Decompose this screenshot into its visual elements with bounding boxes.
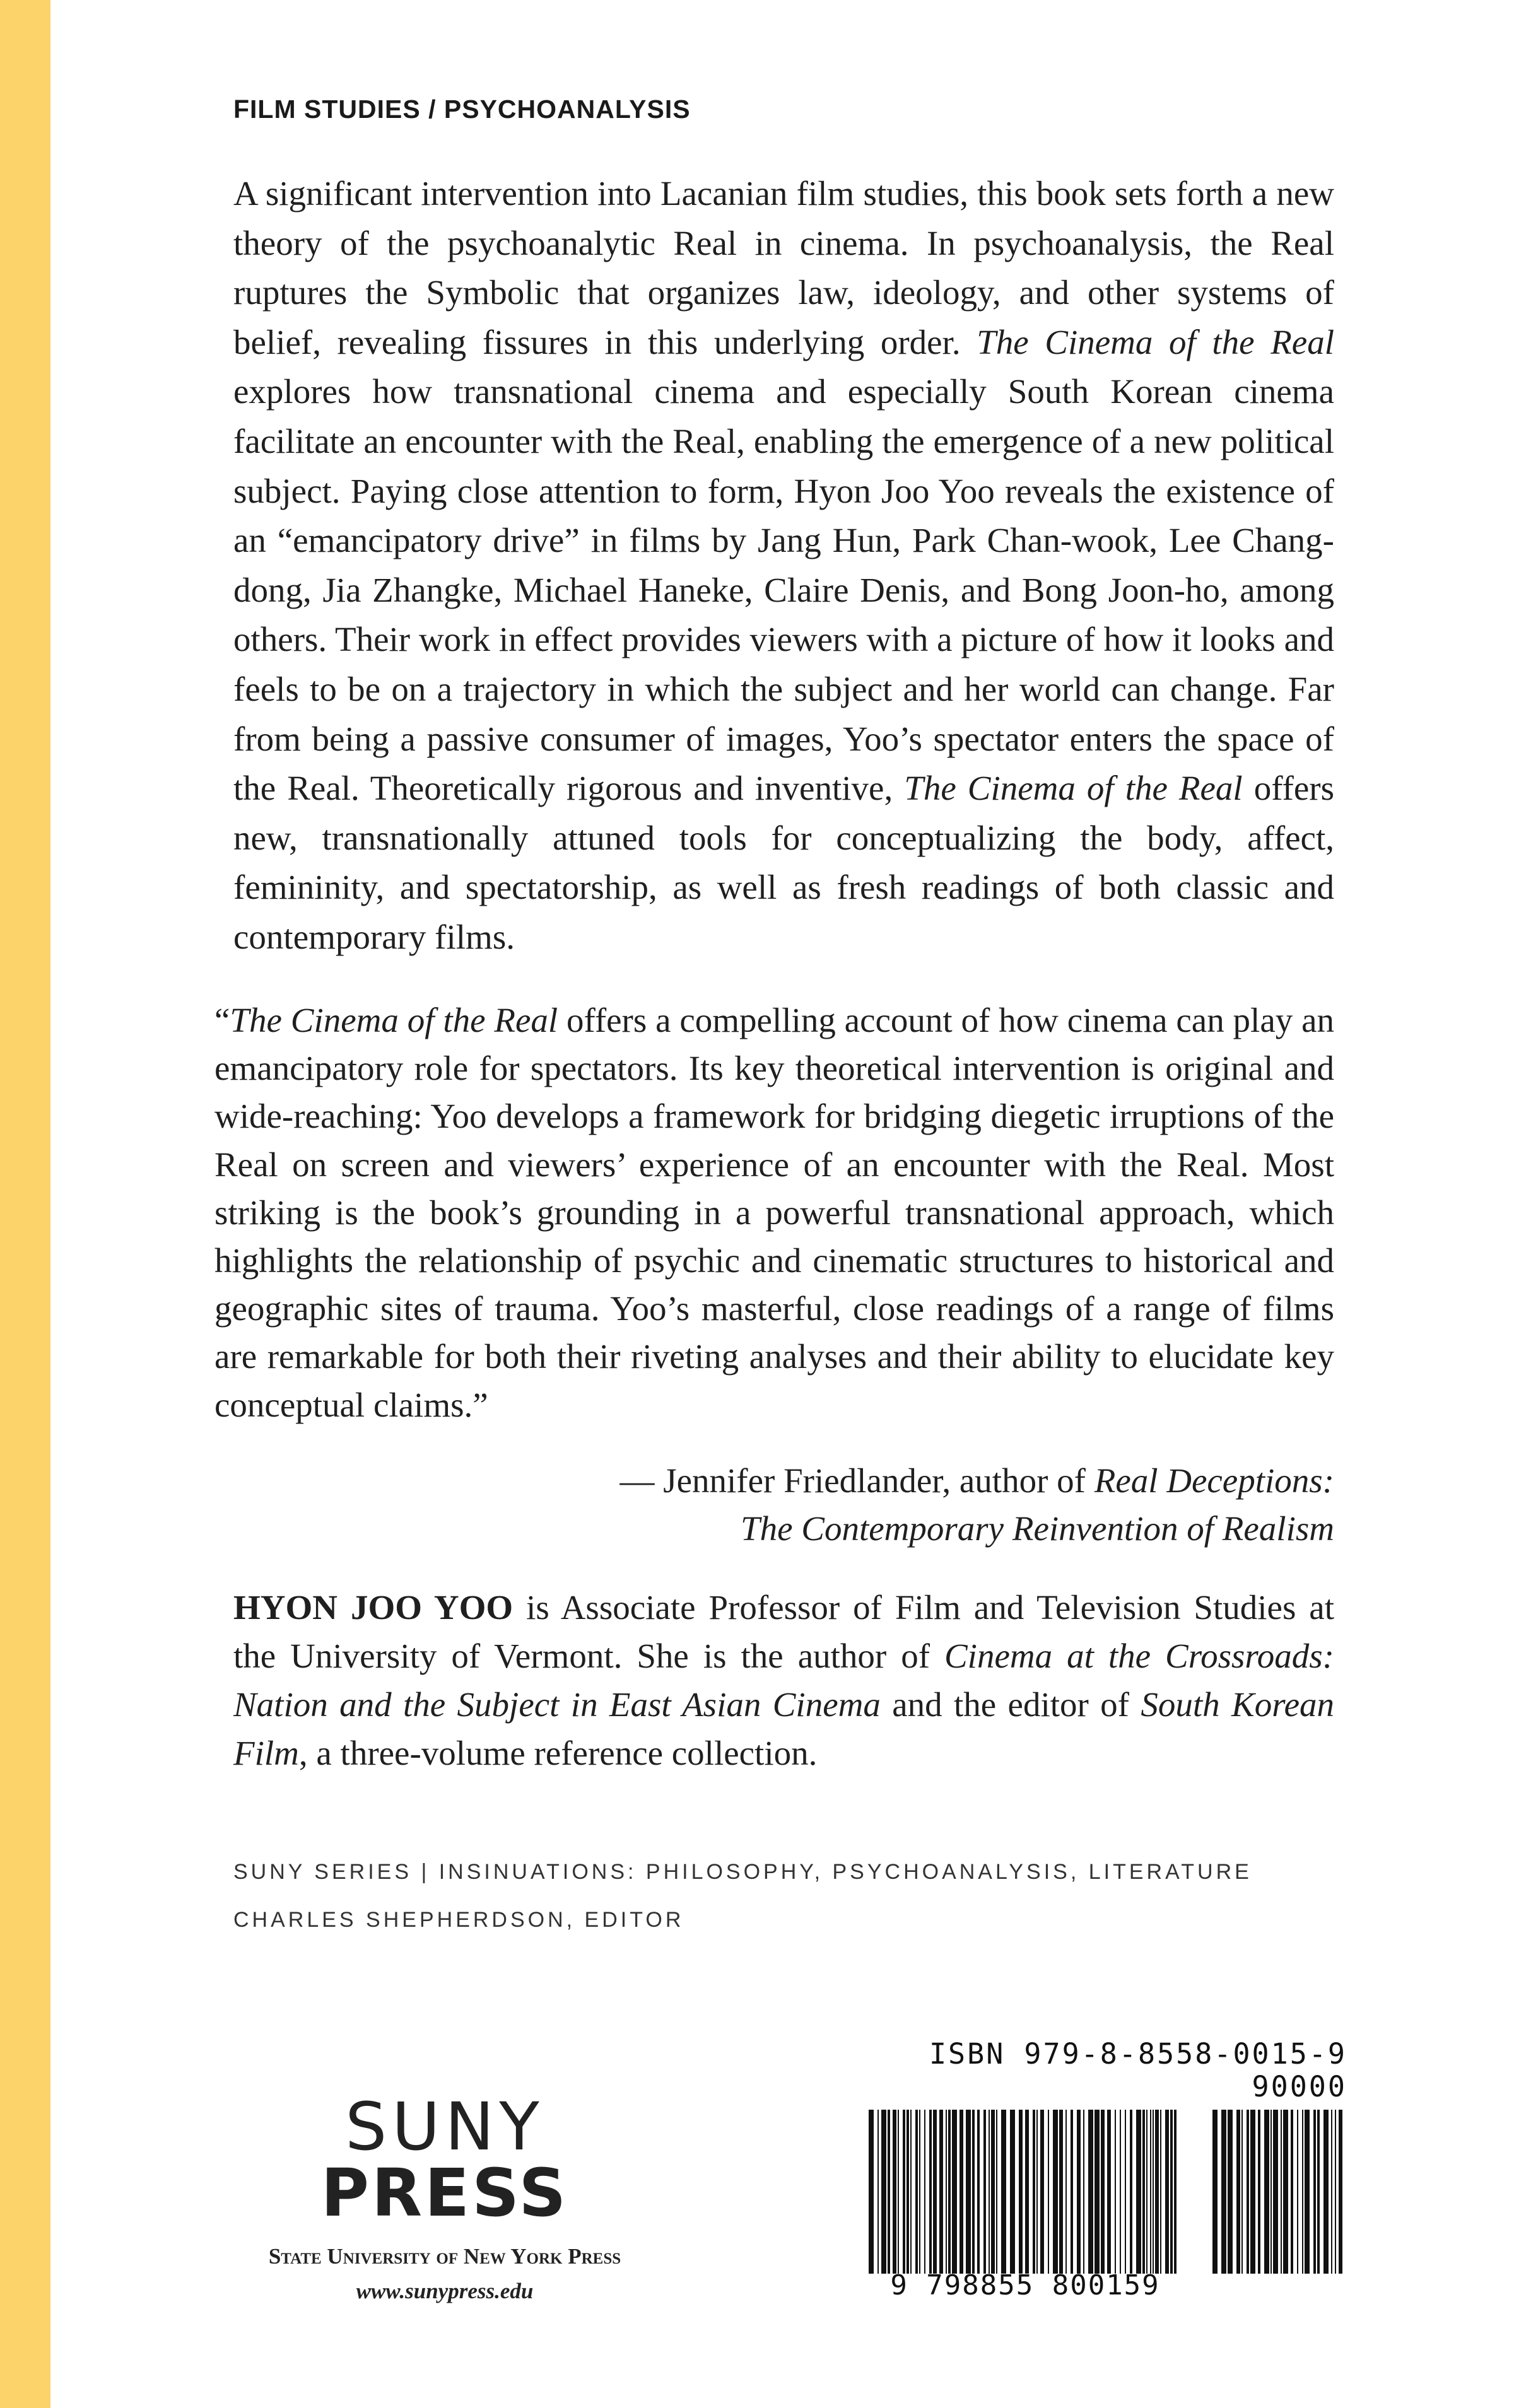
series-info [233, 1848, 1252, 1944]
barcode-bar [898, 2110, 899, 2274]
barcode-digits: 9 798855 800159 [890, 2269, 1160, 2301]
book-description [233, 169, 1334, 962]
barcode-bar [869, 2110, 874, 2274]
barcode-bar [1125, 2110, 1126, 2274]
author-bio-text-3: , a three-volume reference collection. [298, 1734, 818, 1772]
barcode-bar [881, 2110, 886, 2274]
barcode-bar [1120, 2110, 1121, 2274]
attribution-book-title: Real Deceptions: [1094, 1461, 1334, 1500]
barcode-bar [1228, 2110, 1233, 2274]
barcode-bar [1130, 2110, 1132, 2274]
barcode-bar [991, 2110, 995, 2274]
book-title-italic: The Cinema of the Real [977, 322, 1334, 361]
barcode-bar [893, 2110, 896, 2274]
barcode-bar [1053, 2110, 1058, 2274]
author-name: HYON JOO YOO [233, 1588, 513, 1627]
isbn-barcode-block [867, 2037, 1347, 2308]
barcode-bar [1094, 2110, 1100, 2274]
barcode-bar [1258, 2110, 1260, 2274]
barcode-bar [1146, 2110, 1147, 2274]
barcode-bar [1247, 2110, 1249, 2274]
barcode-bar [1010, 2110, 1015, 2274]
barcode-bar [1302, 2110, 1303, 2274]
quote-open-mark: “ [214, 1001, 230, 1039]
barcode-bar [933, 2110, 937, 2274]
barcode-bar [1001, 2110, 1006, 2274]
barcode-bar [1241, 2110, 1243, 2274]
barcode-bar [1221, 2110, 1226, 2274]
barcode-bar [1323, 2110, 1329, 2274]
barcode-bar [907, 2110, 909, 2274]
barcode-bar [1065, 2110, 1067, 2274]
barcode-bar [1305, 2110, 1310, 2274]
logo-suny: SUNY [345, 2088, 544, 2165]
barcode-bar [1170, 2110, 1173, 2274]
barcode-bar [1136, 2110, 1141, 2274]
barcode-bar [888, 2110, 890, 2274]
attribution-line-2 [233, 1505, 1334, 1553]
barcode-bar [910, 2110, 912, 2274]
barcode-bar [1291, 2110, 1293, 2274]
barcode-bar [1165, 2110, 1169, 2274]
author-bio [233, 1583, 1334, 1777]
series-name: SUNY SERIES | INSINUATIONS: PHILOSOPHY, PSYCHOANALYSIS, LITERATURE [233, 1860, 1252, 1884]
barcode-bar [1048, 2110, 1049, 2274]
category-label: FILM STUDIES / PSYCHOANALYSIS [233, 95, 691, 124]
spine-stripe [0, 0, 50, 2408]
barcode-bar [977, 2110, 980, 2274]
barcode-bar [924, 2110, 925, 2274]
barcode-bar [1281, 2110, 1282, 2274]
barcode-bar [1212, 2110, 1218, 2274]
barcode-bar [996, 2110, 997, 2274]
barcode-bar [1025, 2110, 1029, 2274]
description-part-1: A significant intervention into Lacanian film studies, this book sets forth a new theory of the psychoanalytic Real in cinema. In psychoanalysis, the Real ruptures the Symbolic that organizes law, ideology, and other systems of belief, revealing fissures in this underlying order. [233, 174, 1334, 361]
barcode-bar [1036, 2110, 1038, 2274]
endorsement-attribution [233, 1457, 1334, 1553]
isbn-label: ISBN 979-8-8558-0015-9 [929, 2037, 1347, 2071]
logo-press: PRESS [320, 2154, 569, 2231]
barcode-bar [1153, 2110, 1154, 2274]
barcode-bar [903, 2110, 905, 2274]
barcode-bar [1150, 2110, 1151, 2274]
barcode-main [867, 2110, 1183, 2274]
barcode-bar [915, 2110, 918, 2274]
barcode-bar [1101, 2110, 1105, 2274]
author-bio-text-2: and the editor of [880, 1685, 1141, 1724]
endorsement-quote [214, 997, 1334, 1429]
barcode-bar [983, 2110, 986, 2274]
barcode-bar [946, 2110, 947, 2274]
barcode-bar [1059, 2110, 1063, 2274]
author-book-1: Cinema at the Crossroads: Nation and the Subject in East Asian Cinema [233, 1637, 1334, 1724]
barcode-bar [1270, 2110, 1272, 2274]
price-code: 90000 [1252, 2070, 1347, 2103]
barcode-bar [1250, 2110, 1255, 2274]
quote-body: offers a compelling account of how cinema can play an emancipatory role for spectators. Its key theoretical intervention is original and wide-reaching: Yoo develops a framework for bridging diegetic irruptions of the Real on screen and viewers’ experience of an encounter with the Real. Most striking is the book’s grounding in a powerful transnational approach, which highlights the relationship of psychic and cinematic structures to historical and geographic sites of trauma. Yoo’s masterful, close readings of a range of films are remarkable for both their riveting analyses and their ability to elucidate key conceptual claims.” [214, 1001, 1334, 1424]
barcode-bar [1115, 2110, 1116, 2274]
barcode-bar [1339, 2110, 1342, 2274]
barcode-bar [959, 2110, 963, 2274]
publisher-url: www.sunypress.edu [356, 2279, 534, 2303]
barcode-bar [1071, 2110, 1073, 2274]
barcode-bar [1283, 2110, 1288, 2274]
barcode-bar [1142, 2110, 1145, 2274]
barcode-bar [1160, 2110, 1161, 2274]
barcode-bar [1174, 2110, 1177, 2274]
barcode-bar [1088, 2110, 1093, 2274]
book-title-italic: The Cinema of the Real [904, 769, 1243, 808]
barcode-bar [1033, 2110, 1035, 2274]
barcode-bar [1236, 2110, 1240, 2274]
barcode-bar [1083, 2110, 1084, 2274]
barcode-bar [939, 2110, 943, 2274]
barcode-bar [1155, 2110, 1159, 2274]
barcode-bar [952, 2110, 957, 2274]
barcode-bar [1317, 2110, 1320, 2274]
barcode-bar [877, 2110, 879, 2274]
barcode-bar [966, 2110, 971, 2274]
barcode-bar [1335, 2110, 1336, 2274]
quote-book-title: The Cinema of the Real [230, 1001, 558, 1039]
series-editor: CHARLES SHEPHERDSON, EDITOR [233, 1908, 684, 1932]
barcode-bar [948, 2110, 951, 2274]
description-part-2: explores how transnational cinema and especially South Korean cinema facilitate an encounter with the Real, enabling the emergence of a new political subject. Paying close attention to form, Hyon Joo Yoo reveals the existence of an “emancipatory drive” in films by Jang Hun, Park Chan-wook, Lee Chang-dong, Jia Zhangke, Michael Haneke, Claire Denis, and Bong Joon-ho, among others. Their work in effect provides viewers with a picture of how it looks and feels to be on a trajectory in which the subject and her world can change. Far from being a passive consumer of images, Yoo’s spectator enters the space of the Real. Theoretically rigorous and inventive, [233, 372, 1334, 808]
barcode-bar [1077, 2110, 1081, 2274]
barcode-bar [1040, 2110, 1044, 2274]
description-part-3: offers new, transnationally attuned tools for conceptualizing the body, affect, femininity, and spectatorship, as well as fresh readings of both classic and contemporary films. [233, 769, 1334, 956]
author-bio-text-1: is Associate Professor of Film and Television Studies at the University of Vermont. She is the author of [233, 1588, 1334, 1675]
barcode-bar [1019, 2110, 1023, 2274]
barcode-addon [1211, 2110, 1347, 2274]
barcode-bar [1273, 2110, 1278, 2274]
barcode-bar [972, 2110, 975, 2274]
publisher-logo [230, 2088, 659, 2307]
barcode-bar [989, 2110, 990, 2274]
publisher-name: State University of New York Press [268, 2244, 621, 2269]
barcode-bar [1313, 2110, 1316, 2274]
attribution-prefix: — Jennifer Friedlander, author of [619, 1461, 1094, 1500]
barcode-bar [1107, 2110, 1111, 2274]
attribution-book-subtitle: The Contemporary Reinvention of Realism [741, 1509, 1334, 1548]
author-book-2: South Korean Film [233, 1685, 1334, 1772]
barcode-bar [1264, 2110, 1269, 2274]
barcode-bar [1297, 2110, 1298, 2274]
attribution-line-1 [233, 1457, 1334, 1505]
barcode-bar [1331, 2110, 1332, 2274]
barcode-bar [929, 2110, 932, 2274]
barcode-bar [919, 2110, 920, 2274]
